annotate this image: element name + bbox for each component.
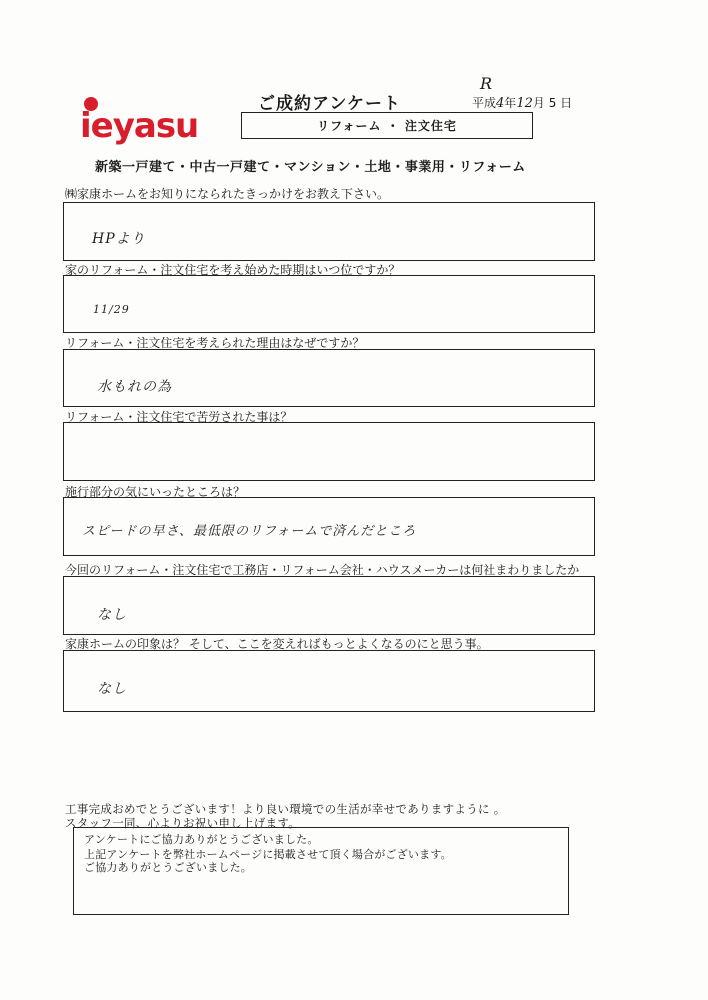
notice-line-3: ご協力ありがとうございました。 (84, 861, 252, 874)
answer-box-2 (63, 275, 595, 333)
date-month: 12 (516, 96, 533, 111)
date-era: 平成 (472, 96, 497, 110)
date-field (472, 94, 572, 111)
answer-text-1: HPより (92, 231, 146, 247)
answer-text-6: なし (97, 607, 127, 623)
closing-message: 工事完成おめでとうございます！より良い環境での生活が幸せでありますように 。 (65, 802, 506, 816)
date-day-unit: 日 (560, 96, 573, 110)
answer-box-6 (63, 576, 595, 635)
question-label-1: ㈱家康ホームをお知りになられたきっかけをお教え下さい。 (65, 187, 390, 201)
answer-box-4 (63, 422, 595, 481)
answer-text-7: なし (97, 681, 127, 697)
question-label-3: リフォーム・注文住宅を考えられた理由はなぜですか？ (65, 336, 365, 350)
answer-text-3: 水もれの為 (97, 379, 172, 395)
question-label-4: リフォーム・注文住宅で苦労された事は？ (65, 410, 293, 424)
question-label-2: 家のリフォーム・注文住宅を考え始めた時期はいつ位ですか？ (65, 263, 401, 277)
business-categories: 新築一戸建て・中古一戸建て・マンション・土地・事業用・リフォーム (95, 160, 526, 175)
date-day: 5 (548, 96, 557, 110)
publication-notice-box (73, 827, 569, 915)
date-year-unit: 年 (504, 96, 517, 110)
question-label-5: 施行部分の気にいったところは？ (65, 485, 246, 499)
question-label-6: 今回のリフォーム・注文住宅で工務店・リフォーム会社・ハウスメーカーは何社まわりましたか (65, 563, 580, 577)
notice-line-2: 上記アンケートを弊社ホームページに掲載させて頂く場合がございます。 (84, 848, 452, 861)
date-year: 4 (496, 96, 505, 111)
era-mark: R (480, 74, 493, 93)
notice-line-1: アンケートにご協力ありがとうございました。 (84, 833, 319, 846)
closing-greeting: スタッフ一同、心よりお祝い申し上げます。 (65, 816, 301, 830)
answer-box-7 (63, 650, 595, 712)
company-logo: ieyasu (80, 106, 199, 146)
answer-text-2: 11/29 (93, 303, 130, 316)
form-title: ご成約アンケート (258, 94, 401, 114)
form-subtitle (241, 112, 533, 139)
answer-text-5: スピードの早さ、最低限のリフォームで済んだところ (82, 524, 417, 539)
date-month-unit: 月 (532, 96, 545, 110)
question-label-7: 家康ホームの印象は？ そして、ここを変えればもっとよくなるのにと思う事。 (65, 637, 489, 651)
subtitle-text: リフォーム ・ 注文住宅 (317, 119, 457, 133)
